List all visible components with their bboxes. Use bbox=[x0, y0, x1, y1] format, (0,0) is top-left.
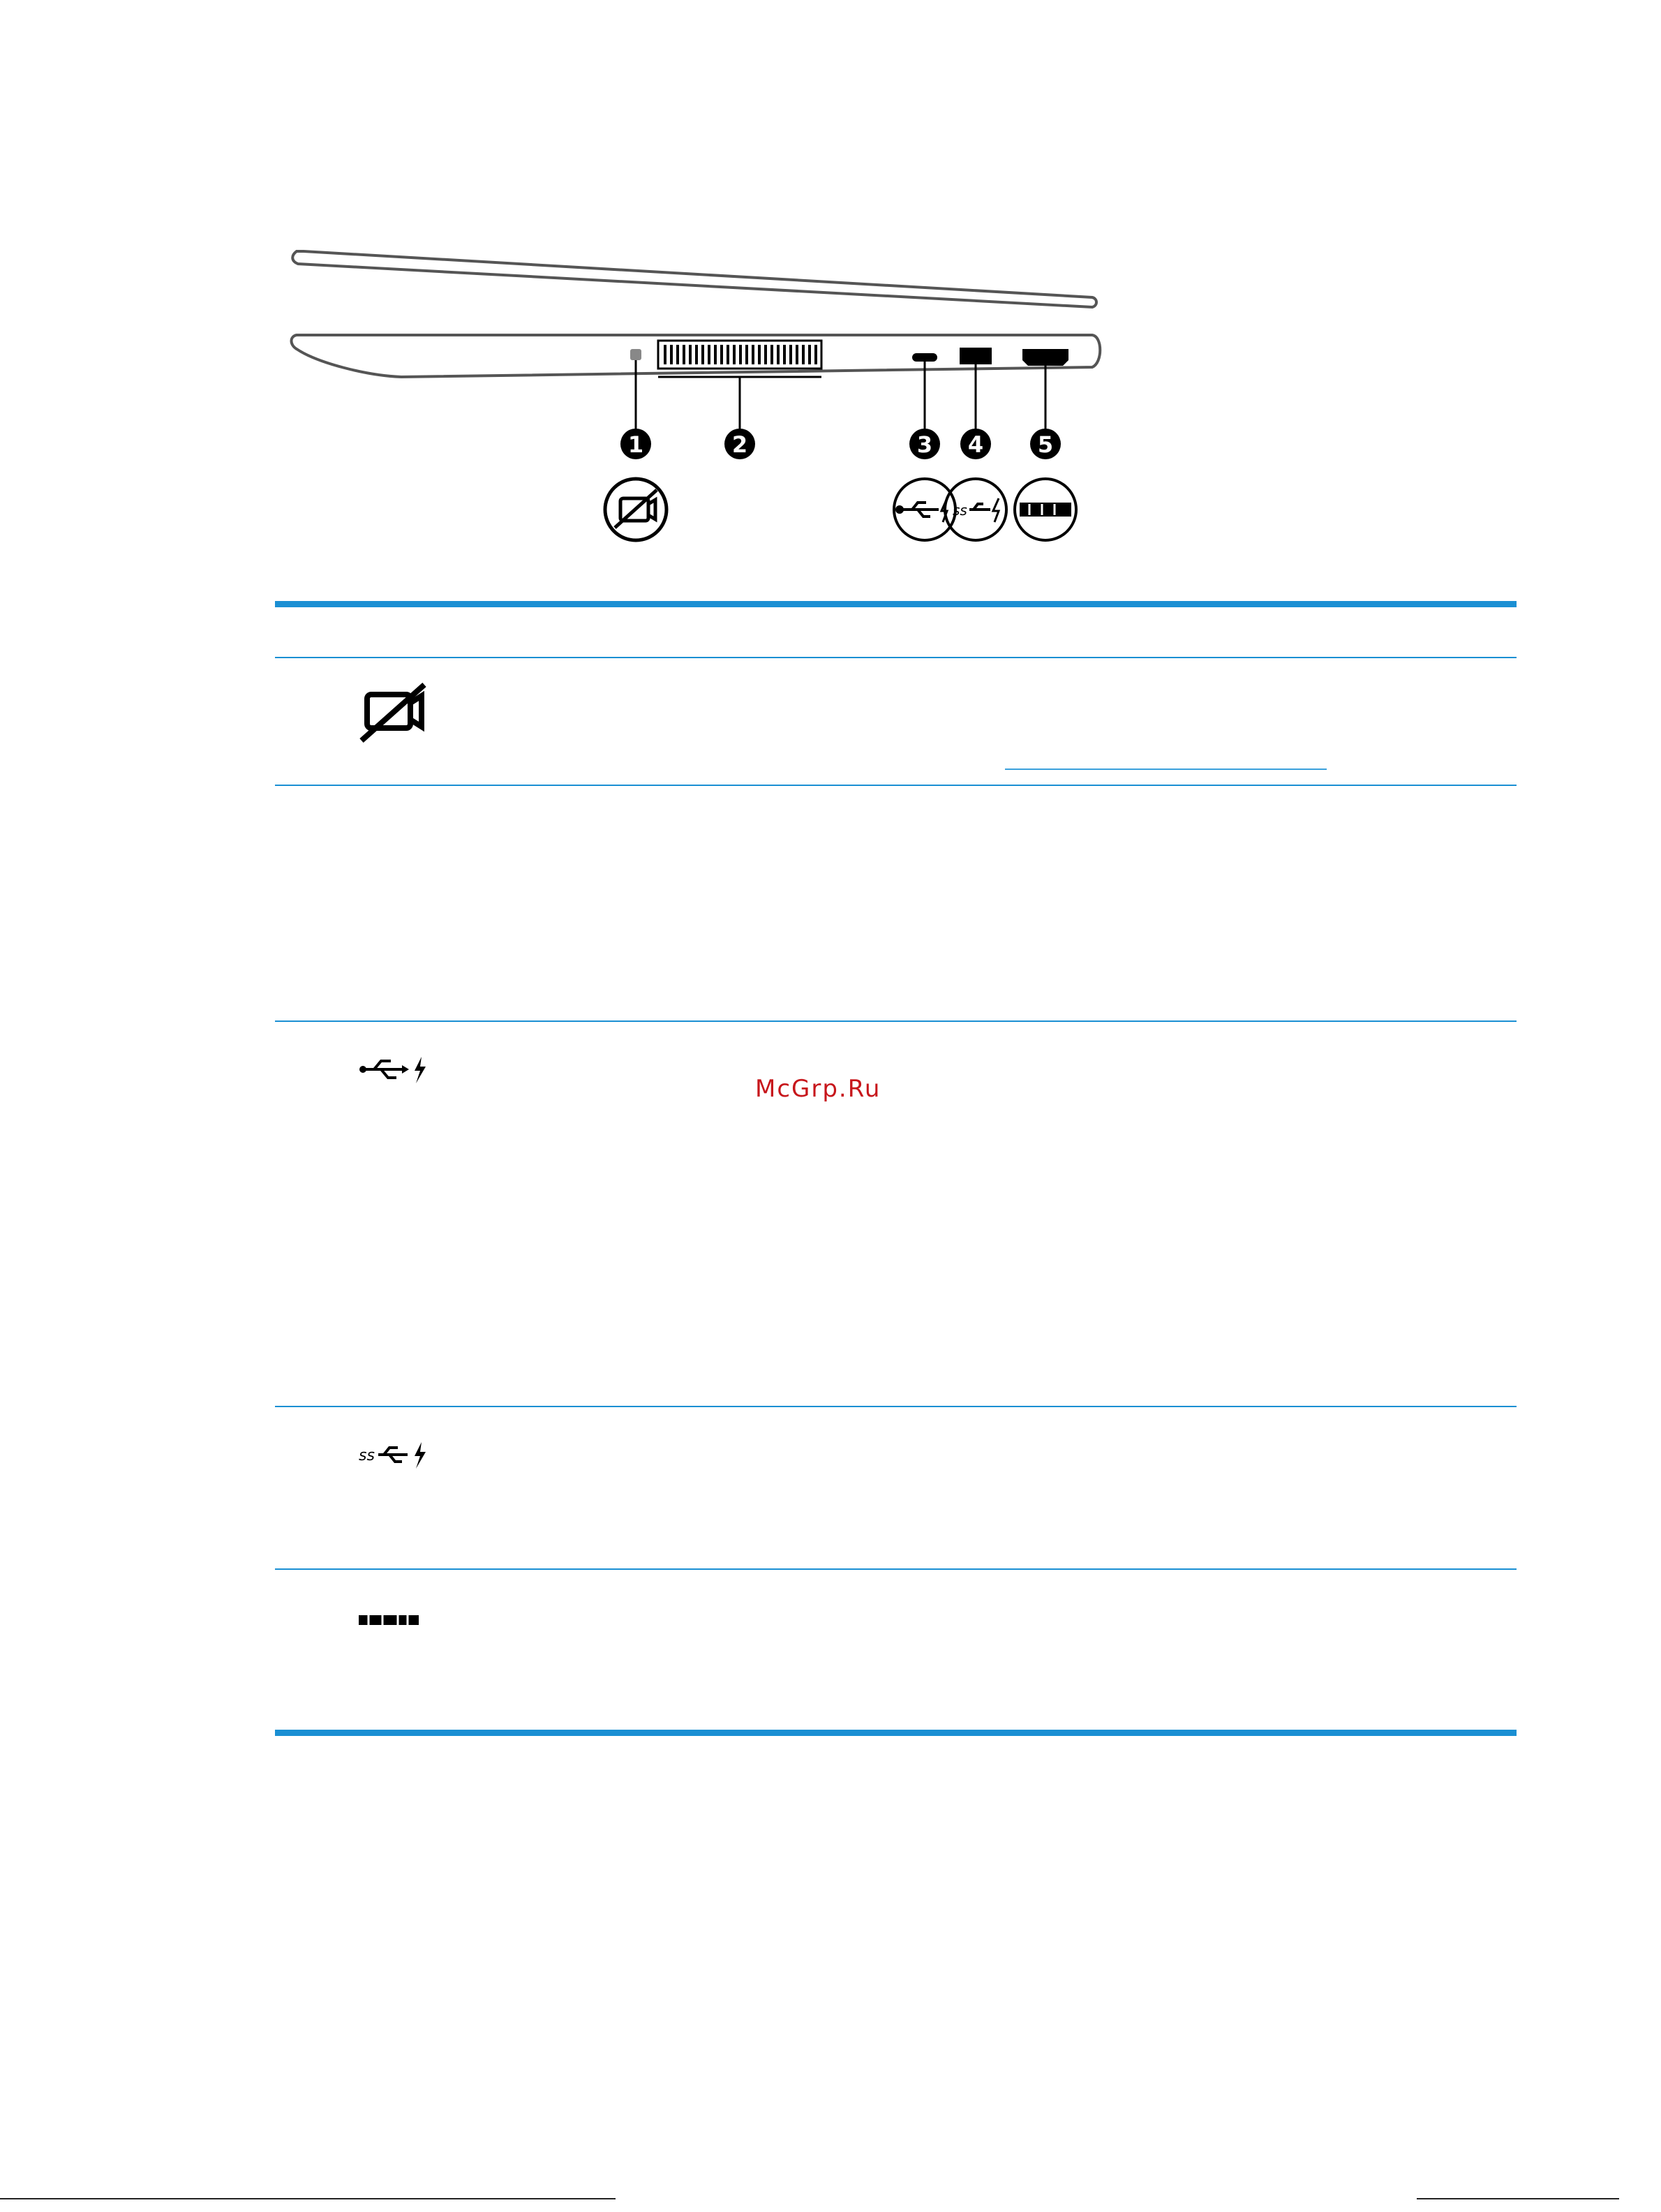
vent-slot bbox=[783, 345, 786, 364]
usb-superspeed-icon bbox=[945, 479, 1006, 540]
usb-a-port bbox=[960, 348, 992, 364]
vent-slot bbox=[676, 345, 679, 364]
vent-slot bbox=[664, 345, 666, 364]
vent-slot bbox=[758, 345, 761, 364]
svg-text:3: 3 bbox=[916, 431, 933, 458]
vent-slot bbox=[695, 345, 698, 364]
callout-1 bbox=[620, 429, 651, 459]
table-row bbox=[275, 1022, 1517, 1406]
vent-slot bbox=[764, 345, 767, 364]
superspeed-usb-charging-icon bbox=[359, 1439, 429, 1470]
table-row bbox=[275, 1407, 1517, 1568]
camera-privacy-icon bbox=[605, 479, 666, 540]
hdmi-port bbox=[1022, 349, 1068, 366]
footer-rule-left bbox=[0, 2198, 616, 2199]
vent-slot bbox=[770, 345, 773, 364]
vent-slot bbox=[814, 345, 817, 364]
vent-slot bbox=[670, 345, 673, 364]
vent-slot bbox=[745, 345, 748, 364]
hdmi-circle-icon bbox=[1015, 479, 1076, 540]
link-underline[interactable] bbox=[1005, 769, 1327, 770]
callout-4 bbox=[960, 429, 991, 459]
svg-text:5: 5 bbox=[1037, 431, 1054, 458]
vent-slot bbox=[739, 345, 742, 364]
vent-slot bbox=[802, 345, 805, 364]
table-top-rule bbox=[275, 601, 1517, 607]
vent-slot bbox=[727, 345, 729, 364]
callout-2 bbox=[724, 429, 755, 459]
table-row bbox=[275, 1570, 1517, 1730]
vent-slot bbox=[752, 345, 754, 364]
table-bottom-rule bbox=[275, 1730, 1517, 1736]
svg-text:ss: ss bbox=[359, 1447, 375, 1464]
table-row bbox=[275, 657, 1517, 785]
svg-text:ss: ss bbox=[953, 502, 967, 519]
vent-slot bbox=[708, 345, 710, 364]
hdmi-icon bbox=[359, 1613, 419, 1627]
vent-slot bbox=[733, 345, 736, 364]
usb-c-port bbox=[912, 353, 937, 362]
callout-5 bbox=[1030, 429, 1061, 459]
laptop-right-side-figure bbox=[276, 230, 1120, 558]
laptop-lid bbox=[292, 251, 1096, 307]
vent-slot bbox=[777, 345, 780, 364]
svg-text:4: 4 bbox=[967, 431, 984, 458]
vent bbox=[658, 341, 821, 369]
svg-text:1: 1 bbox=[627, 431, 644, 458]
watermark: McGrp.Ru bbox=[755, 1075, 881, 1103]
vent-slot bbox=[689, 345, 692, 364]
usb-charging-icon bbox=[359, 1054, 429, 1085]
vent-slot bbox=[720, 345, 723, 364]
footer-rule-right bbox=[1417, 2198, 1619, 2199]
callout-3 bbox=[909, 429, 940, 459]
vent-slot bbox=[683, 345, 685, 364]
vent-slot bbox=[808, 345, 811, 364]
vent-slot bbox=[796, 345, 798, 364]
camera-switch bbox=[630, 349, 641, 360]
svg-text:2: 2 bbox=[731, 431, 748, 458]
vent-slot bbox=[789, 345, 792, 364]
table-row bbox=[275, 786, 1517, 1020]
vent-slot bbox=[714, 345, 717, 364]
vent-slot bbox=[701, 345, 704, 364]
camera-privacy-icon bbox=[359, 682, 429, 745]
